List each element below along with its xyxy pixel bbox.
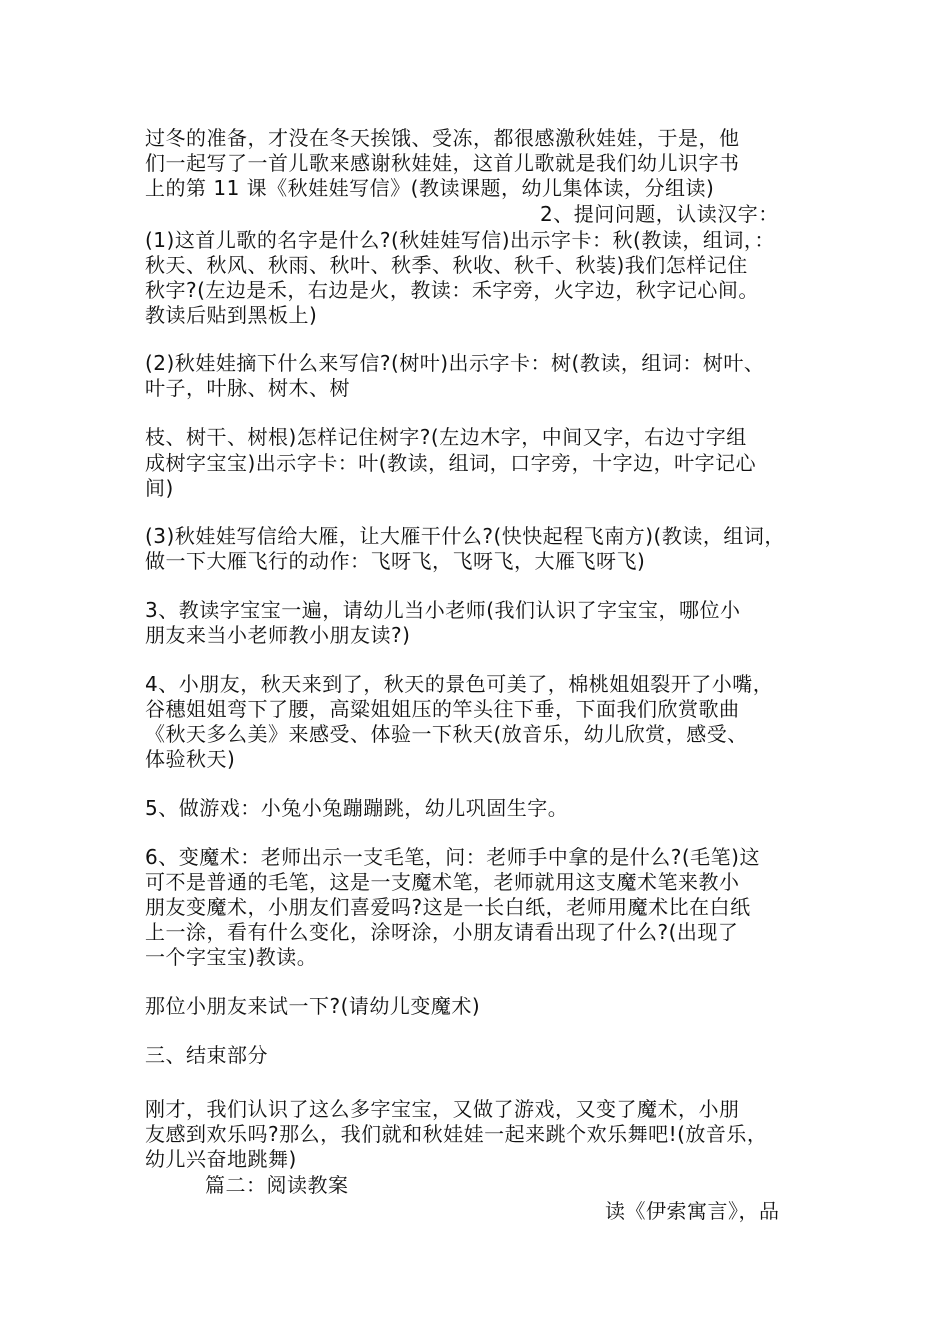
- text-line: 6、变魔术：老师出示一支毛笔，问：老师手中拿的是什么?(毛笔)这: [145, 845, 760, 869]
- text-line: 朋友来当小老师教小朋友读?): [145, 623, 411, 647]
- text-line: 间): [145, 476, 174, 500]
- text-line: 友感到欢乐吗?那么，我们就和秋娃娃一起来跳个欢乐舞吧!(放音乐，: [145, 1122, 768, 1146]
- text-line: 做一下大雁飞行的动作：飞呀飞，飞呀飞，大雁飞呀飞): [145, 549, 646, 573]
- text-line: 成树字宝宝)出示字卡：叶(教读，组词，口字旁，十字边，叶字记心: [145, 451, 757, 475]
- text-line: 朋友变魔术，小朋友们喜爱吗?这是一长白纸，老师用魔术比在白纸: [145, 895, 751, 919]
- text-line: 秋天、秋风、秋雨、秋叶、秋季、秋收、秋千、秋装)我们怎样记住: [145, 253, 748, 277]
- text-line: 谷穗姐姐弯下了腰，高粱姐姐压的竿头往下垂，下面我们欣赏歌曲: [145, 697, 740, 721]
- text-line: 幼儿兴奋地跳舞): [145, 1147, 297, 1171]
- text-line: 刚才，我们认识了这么多字宝宝，又做了游戏，又变了魔术，小朋: [145, 1097, 740, 1121]
- text-line: 枝、树干、树根)怎样记住树字?(左边木字，中间又字，右边寸字组: [145, 425, 747, 449]
- text-line: (3)秋娃娃写信给大雁，让大雁干什么?(快快起程飞南方)(教读，组词，: [145, 524, 785, 548]
- text-line: 上的第 11 课《秋娃娃写信》(教读课题，幼儿集体读，分组读): [145, 176, 715, 200]
- text-line: 3、教读字宝宝一遍，请幼儿当小老师(我们认识了字宝宝，哪位小: [145, 598, 741, 622]
- text-line: 体验秋天): [145, 747, 236, 771]
- section-heading: 篇二：阅读教案: [205, 1173, 349, 1197]
- text-line: 一个字宝宝)教读。: [145, 945, 318, 969]
- text-line: 可不是普通的毛笔，这是一支魔术笔，老师就用这支魔术笔来教小: [145, 870, 740, 894]
- text-line: (1)这首儿歌的名字是什么?(秋娃娃写信)出示字卡：秋(教读，组词，：: [145, 228, 775, 252]
- text-line: 们一起写了一首儿歌来感谢秋娃娃，这首儿歌就是我们幼儿识字书: [145, 151, 740, 175]
- text-line: 那位小朋友来试一下?(请幼儿变魔术): [145, 994, 481, 1018]
- text-line: 5、做游戏：小兔小兔蹦蹦跳，幼儿巩固生字。: [145, 796, 569, 820]
- text-line: 教读后贴到黑板上): [145, 303, 318, 327]
- text-line: (2)秋娃娃摘下什么来写信?(树叶)出示字卡：树(教读，组词：树叶、: [145, 351, 765, 375]
- text-line: 叶子，叶脉、树木、树: [145, 376, 350, 400]
- text-line: 读《伊索寓言》，品: [605, 1199, 780, 1223]
- text-line: 4、小朋友，秋天来到了，秋天的景色可美了，棉桃姐姐裂开了小嘴，: [145, 672, 774, 696]
- text-line: 过冬的准备，才没在冬天挨饿、受冻，都很感激秋娃娃，于是，他: [145, 126, 740, 150]
- section-heading: 2、提问问题，认读汉字：: [540, 202, 779, 226]
- text-line: 秋字?(左边是禾，右边是火，教读：禾字旁，火字边，秋字记心间。: [145, 278, 759, 302]
- text-line: 《秋天多么美》来感受、体验一下秋天(放音乐，幼儿欣赏，感受、: [145, 722, 748, 746]
- section-heading: 三、结束部分: [145, 1043, 268, 1067]
- text-line: 上一涂，看有什么变化，涂呀涂，小朋友请看出现了什么?(出现了: [145, 920, 739, 944]
